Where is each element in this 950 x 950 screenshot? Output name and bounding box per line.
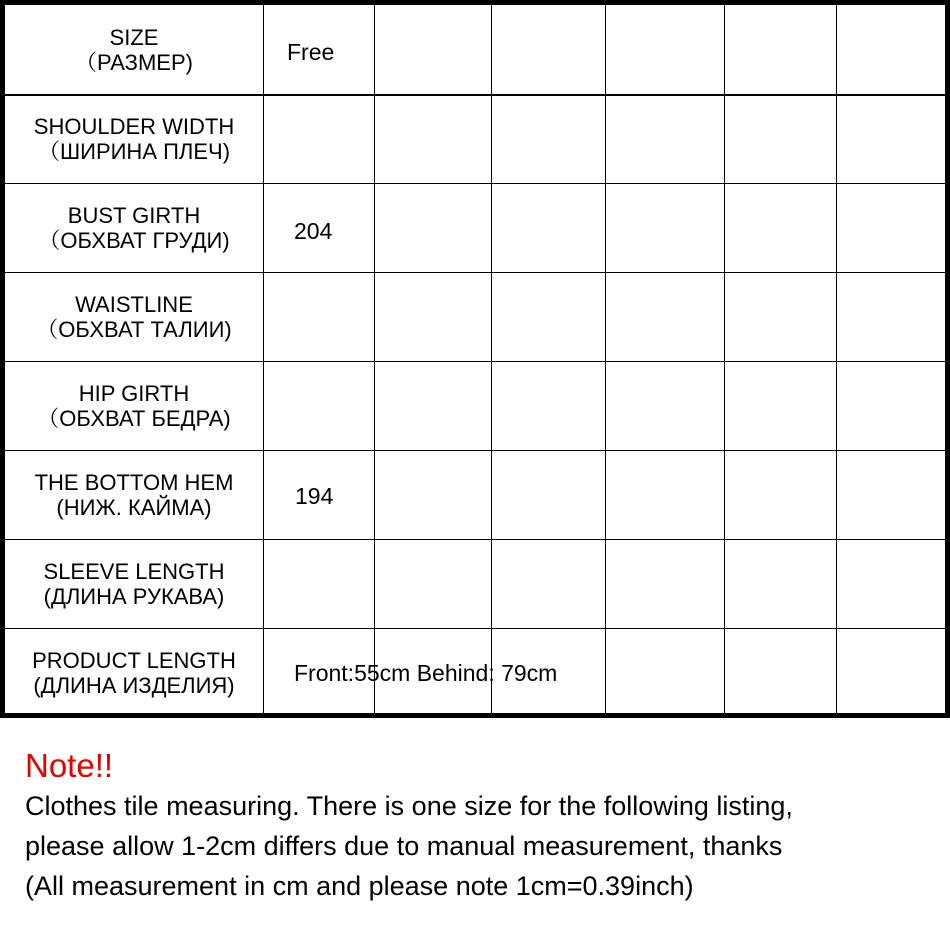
label-english: SIZE	[109, 24, 159, 50]
label-english: WAISTLINE	[75, 291, 193, 317]
label-russian: （ШИРИНА ПЛЕЧ)	[37, 138, 231, 164]
label-english: THE BOTTOM HEM	[34, 469, 234, 495]
label-russian: （ОБХВАТ ГРУДИ)	[38, 227, 230, 253]
row-label-hip-girth	[5, 361, 263, 450]
label-english: BUST GIRTH	[67, 202, 201, 228]
label-russian: (НИЖ. КАЙМА)	[56, 494, 212, 520]
label-english: SLEEVE LENGTH	[43, 558, 225, 584]
note-line: (All measurement in cm and please note 1cm=0.39inch)	[25, 871, 694, 901]
row-label-product-length	[5, 628, 263, 718]
row-label-bust-girth	[5, 183, 263, 272]
column-divider	[724, 5, 725, 713]
label-russian: （ОБХВАТ БЕДРА)	[37, 405, 231, 431]
product-length-value: Front:55cm Behind: 79cm	[294, 660, 558, 686]
column-divider	[374, 5, 375, 713]
label-russian: (ДЛИНА ИЗДЕЛИЯ)	[33, 673, 235, 698]
row-label-shoulder-width	[5, 94, 263, 183]
bottom-hem-value: 194	[295, 483, 334, 509]
row-label-bottom-hem	[5, 450, 263, 539]
size-value: Free	[287, 39, 335, 65]
row-label-sleeve-length	[5, 539, 263, 628]
column-divider	[836, 5, 837, 713]
column-divider	[491, 5, 492, 713]
label-english: SHOULDER WIDTH	[33, 113, 235, 139]
row-label-size	[5, 5, 263, 94]
column-divider	[605, 5, 606, 713]
note-line: Clothes tile measuring. There is one size for the following listing,	[25, 791, 793, 821]
label-russian: (ДЛИНА РУКАВА)	[43, 583, 225, 609]
bust-girth-value: 204	[294, 218, 333, 244]
note-title: Note!!	[25, 747, 114, 784]
label-english: HIP GIRTH	[78, 380, 190, 406]
label-russian: （ОБХВАТ ТАЛИИ)	[36, 316, 232, 342]
label-english: PRODUCT LENGTH	[32, 648, 236, 673]
row-label-waistline	[5, 272, 263, 361]
note-line: please allow 1-2cm differs due to manual measurement, thanks	[25, 831, 783, 861]
column-divider	[263, 5, 264, 713]
label-russian: （РАЗМЕР)	[75, 49, 193, 75]
